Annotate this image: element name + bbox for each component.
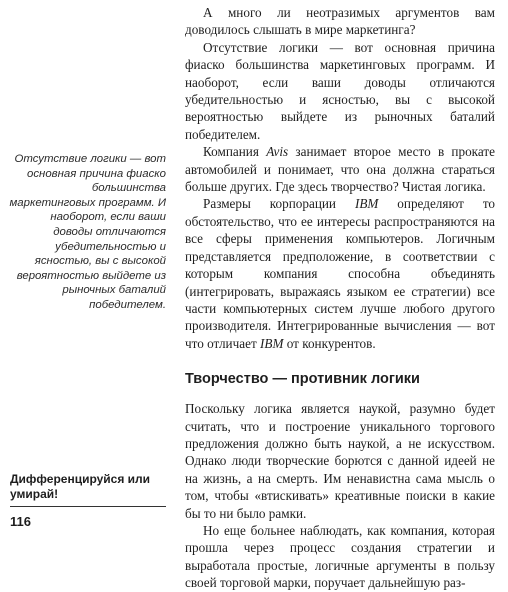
paragraph-4 xyxy=(185,195,495,352)
brand-name-avis: Avis xyxy=(266,144,289,160)
brand-name-ibm: IBM xyxy=(354,196,379,212)
paragraph-3 xyxy=(185,143,495,195)
section-heading: Творчество — противник логики xyxy=(185,371,420,388)
page-number: 116 xyxy=(10,514,31,529)
paragraph-2: Отсутствие логики — вот основная причина фиаско большинства маркетинговых программ. И наоборот, если ваши доводы отличаются убедительностью и ясностью, вы с высокой вероятностью выйдете из рыночных баталий победителем. xyxy=(185,39,495,142)
paragraph-1: А много ли неотразимых аргументов вам доводилось слышать в мире маркетинга? xyxy=(185,5,495,38)
paragraph-4-text-end: от конкурентов. xyxy=(283,335,376,351)
margin-pull-quote: Отсутствие логики — вот основная причина фиаско большинства маркетинговых программ. И наоборот, если ваши доводы отличаются убедительностью и ясностью, вы с высокой вероятностью выйдете из рыночных баталий победителем. xyxy=(9,153,166,311)
paragraph-6: Но еще больнее наблюдать, как компания, которая прошла через процесс создания стратегии и выработала простые, логичные аргументы в пользу своей торговой марки, поручает дальнейшую раз- xyxy=(185,522,495,591)
main-text-column xyxy=(185,4,495,592)
paragraph-5: Поскольку логика является наукой, разумно будет считать, что и построение уникального торгового предложения должно быть наукой, а не искусством. Однако люди творческие борются с данной идеей не на жизнь, а на смерть. Им ненавистна сама мысль о том, чтобы «втискивать» креативные поиски в какие бы то ни было рамки. xyxy=(185,401,495,521)
footer-rule xyxy=(10,506,166,507)
brand-name-ibm-2: IBM xyxy=(260,335,284,351)
paragraph-3-text-end: занимает второе место в прокате автомобилей и понимает, что она должна стараться больше других. Где здесь творчество? Чистая логика. xyxy=(185,144,496,195)
paragraph-4-text-middle: определяют то обстоятельство, что ее интересы распространяются на все сферы применения компьютеров. Логичным представляется предположение, в соответствии с которым компания способна объединять (интегрировать, выражаясь языком ее стратегии) все части компьютерных систем лучше любого другого производителя. Интегрированные вычисления — вот что отличает xyxy=(185,196,495,351)
paragraph-4-text: Размеры корпорации xyxy=(203,196,355,212)
running-head: Дифференцируйся или умирай! xyxy=(10,472,151,501)
paragraph-3-text: Компания xyxy=(203,144,267,160)
